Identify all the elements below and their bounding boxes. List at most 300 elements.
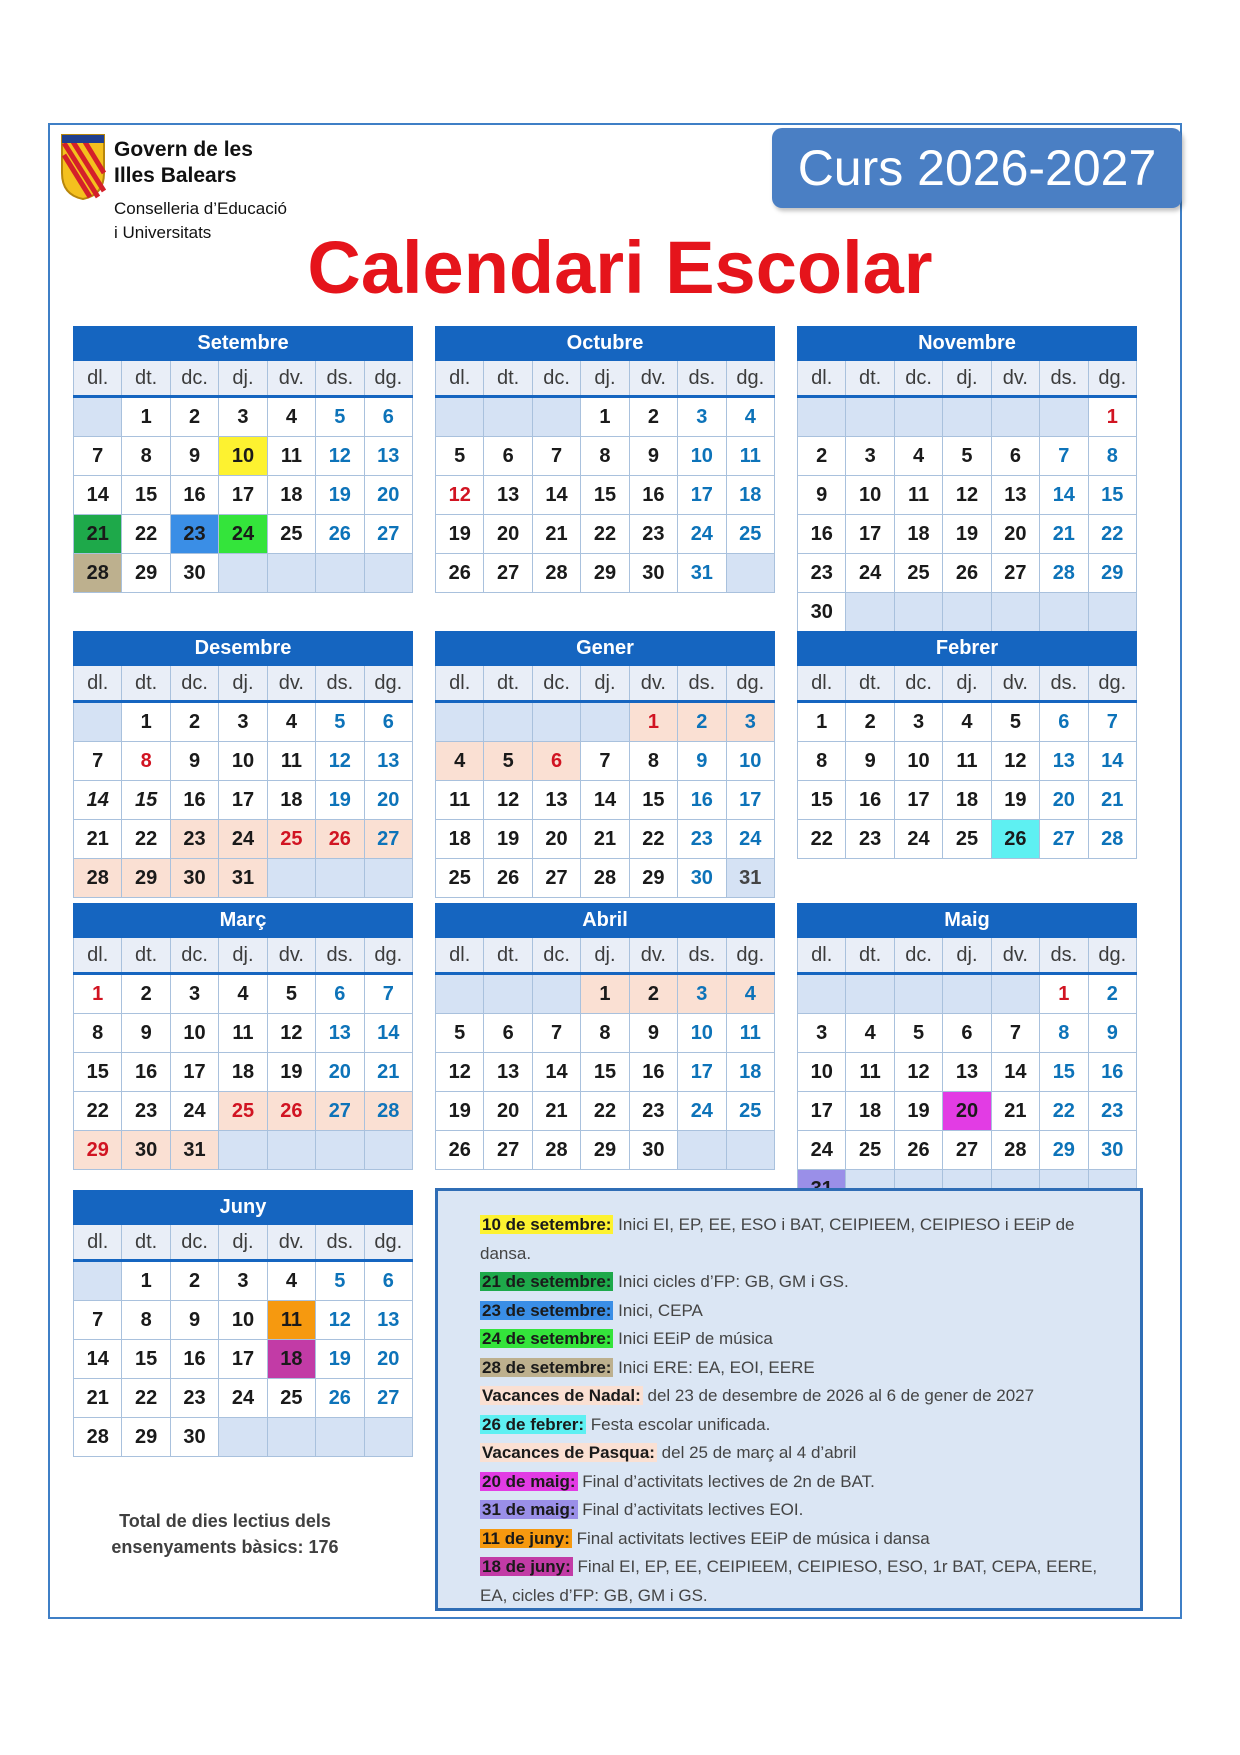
weekday-header: ds. (316, 666, 364, 702)
weekday-header: ds. (678, 938, 726, 974)
day-cell: 10 (219, 437, 267, 476)
day-cell: 21 (1040, 515, 1088, 554)
day-cell: 9 (629, 437, 677, 476)
weekday-header: dg. (1088, 938, 1136, 974)
day-cell: 6 (1040, 702, 1088, 742)
legend-key: 10 de setembre: (482, 1215, 612, 1234)
day-cell: 17 (219, 781, 267, 820)
weekday-header: dv. (991, 938, 1039, 974)
day-cell: 24 (219, 1379, 267, 1418)
day-cell: 3 (726, 702, 774, 742)
day-cell: 6 (484, 437, 532, 476)
day-cell: 17 (678, 1053, 726, 1092)
empty-day-cell (846, 974, 894, 1014)
empty-day-cell (532, 397, 580, 437)
empty-day-cell (726, 554, 774, 593)
empty-day-cell (1088, 593, 1136, 632)
department-line2: i Universitats (114, 223, 212, 242)
day-cell: 13 (364, 742, 412, 781)
total-school-days (80, 1508, 370, 1560)
month-name: Desembre (74, 632, 413, 666)
month-calendar (435, 631, 775, 898)
day-cell: 8 (629, 742, 677, 781)
total-line1: Total de dies lectius dels (119, 1511, 331, 1531)
legend-key: Vacances de Pasqua: (482, 1443, 655, 1462)
day-cell: 13 (1040, 742, 1088, 781)
empty-day-cell (484, 702, 532, 742)
month-name: Setembre (74, 327, 413, 361)
day-cell: 2 (122, 974, 170, 1014)
day-cell: 11 (267, 437, 315, 476)
empty-day-cell (316, 1418, 364, 1457)
day-cell: 4 (726, 397, 774, 437)
day-cell: 22 (74, 1092, 122, 1131)
legend-key: 20 de maig: (482, 1471, 576, 1491)
empty-day-cell (581, 702, 629, 742)
legend-item (480, 1525, 1122, 1554)
empty-day-cell (267, 859, 315, 898)
day-cell: 22 (581, 515, 629, 554)
legend-text: Final d’activitats lectives EOI. (577, 1500, 804, 1519)
day-cell: 17 (219, 1340, 267, 1379)
legend-item (480, 1382, 1122, 1411)
day-cell: 11 (943, 742, 991, 781)
day-cell: 23 (122, 1092, 170, 1131)
day-cell: 29 (122, 859, 170, 898)
day-cell: 4 (219, 974, 267, 1014)
day-cell: 16 (798, 515, 846, 554)
day-cell: 26 (894, 1131, 942, 1170)
legend-item (480, 1268, 1122, 1297)
day-cell: 18 (267, 476, 315, 515)
day-cell: 23 (1088, 1092, 1136, 1131)
empty-day-cell (532, 974, 580, 1014)
empty-day-cell (364, 1131, 412, 1170)
day-cell: 28 (581, 859, 629, 898)
day-cell: 31 (726, 859, 774, 898)
empty-day-cell (484, 397, 532, 437)
day-cell: 12 (943, 476, 991, 515)
day-cell: 24 (846, 554, 894, 593)
day-cell: 12 (894, 1053, 942, 1092)
day-cell: 6 (316, 974, 364, 1014)
weekday-header: dj. (219, 1225, 267, 1261)
day-cell: 25 (267, 820, 315, 859)
legend-item (480, 1411, 1122, 1440)
day-cell: 4 (894, 437, 942, 476)
legend-text: del 23 de desembre de 2026 al 6 de gener de 2027 (642, 1386, 1035, 1405)
day-cell: 28 (74, 859, 122, 898)
weekday-header: dg. (364, 666, 412, 702)
day-cell: 28 (991, 1131, 1039, 1170)
day-cell: 5 (943, 437, 991, 476)
weekday-header: ds. (316, 361, 364, 397)
month-calendar (73, 1190, 413, 1457)
day-cell: 5 (316, 397, 364, 437)
legend-item (480, 1297, 1122, 1326)
day-cell: 24 (678, 1092, 726, 1131)
weekday-header: dv. (267, 1225, 315, 1261)
day-cell: 16 (629, 476, 677, 515)
day-cell: 18 (726, 1053, 774, 1092)
day-cell: 21 (74, 515, 122, 554)
day-cell: 12 (316, 742, 364, 781)
day-cell: 22 (581, 1092, 629, 1131)
coat-of-arms-logo (60, 133, 106, 201)
legend-text: Festa escolar unificada. (586, 1414, 771, 1434)
empty-day-cell (74, 1261, 122, 1301)
day-cell: 12 (316, 437, 364, 476)
day-cell: 26 (316, 1379, 364, 1418)
weekday-header: dj. (581, 938, 629, 974)
day-cell: 14 (532, 476, 580, 515)
day-cell: 6 (943, 1014, 991, 1053)
weekday-header: ds. (678, 666, 726, 702)
empty-day-cell (678, 1131, 726, 1170)
day-cell: 30 (678, 859, 726, 898)
empty-day-cell (364, 859, 412, 898)
day-cell: 4 (846, 1014, 894, 1053)
empty-day-cell (798, 397, 846, 437)
month-calendar (435, 326, 775, 593)
legend-key: 21 de setembre: (482, 1272, 612, 1291)
day-cell: 30 (629, 1131, 677, 1170)
empty-day-cell (798, 974, 846, 1014)
empty-day-cell (726, 1131, 774, 1170)
day-cell: 29 (1088, 554, 1136, 593)
day-cell: 13 (316, 1014, 364, 1053)
day-cell: 26 (316, 820, 364, 859)
weekday-header: dv. (629, 361, 677, 397)
day-cell: 18 (219, 1053, 267, 1092)
legend-key: 23 de setembre: (482, 1300, 612, 1320)
day-cell: 9 (170, 437, 218, 476)
day-cell: 1 (629, 702, 677, 742)
day-cell: 14 (532, 1053, 580, 1092)
day-cell: 25 (943, 820, 991, 859)
day-cell: 12 (436, 476, 484, 515)
legend-key: 31 de maig: (482, 1500, 576, 1519)
day-cell: 11 (267, 742, 315, 781)
day-cell: 11 (436, 781, 484, 820)
day-cell: 3 (846, 437, 894, 476)
weekday-header: dt. (122, 1225, 170, 1261)
weekday-header: dc. (170, 938, 218, 974)
empty-day-cell (364, 1418, 412, 1457)
legend-key: 18 de juny: (482, 1557, 571, 1576)
day-cell: 10 (894, 742, 942, 781)
month-name: Maig (798, 904, 1137, 938)
month-calendar (797, 631, 1137, 859)
day-cell: 8 (1040, 1014, 1088, 1053)
day-cell: 2 (170, 1261, 218, 1301)
day-cell: 28 (532, 1131, 580, 1170)
day-cell: 28 (364, 1092, 412, 1131)
day-cell: 7 (74, 742, 122, 781)
day-cell: 13 (364, 437, 412, 476)
empty-day-cell (267, 1131, 315, 1170)
day-cell: 31 (678, 554, 726, 593)
day-cell: 6 (364, 702, 412, 742)
day-cell: 27 (484, 554, 532, 593)
day-cell: 29 (122, 554, 170, 593)
day-cell: 28 (1088, 820, 1136, 859)
day-cell: 31 (219, 859, 267, 898)
day-cell: 16 (170, 781, 218, 820)
empty-day-cell (74, 702, 122, 742)
day-cell: 25 (726, 1092, 774, 1131)
empty-day-cell (219, 554, 267, 593)
day-cell: 15 (122, 476, 170, 515)
day-cell: 3 (219, 1261, 267, 1301)
day-cell: 25 (846, 1131, 894, 1170)
weekday-header: dg. (364, 1225, 412, 1261)
day-cell: 2 (629, 974, 677, 1014)
day-cell: 5 (484, 742, 532, 781)
day-cell: 18 (846, 1092, 894, 1131)
day-cell: 15 (581, 476, 629, 515)
day-cell: 16 (678, 781, 726, 820)
day-cell: 21 (991, 1092, 1039, 1131)
day-cell: 15 (798, 781, 846, 820)
day-cell: 9 (170, 1301, 218, 1340)
weekday-header: dt. (846, 938, 894, 974)
weekday-header: dv. (267, 666, 315, 702)
day-cell: 25 (267, 515, 315, 554)
day-cell: 27 (484, 1131, 532, 1170)
weekday-header: dv. (629, 938, 677, 974)
legend-text: Final EI, EP, EE, CEIPIEEM, CEIPIESO, ESO, 1r BAT, CEPA, EERE, EA, cicles d’FP: GB, GM i GS. (480, 1557, 1098, 1605)
day-cell: 3 (894, 702, 942, 742)
day-cell: 10 (678, 1014, 726, 1053)
day-cell: 21 (364, 1053, 412, 1092)
weekday-header: dg. (726, 361, 774, 397)
day-cell: 20 (316, 1053, 364, 1092)
month-calendar (797, 326, 1137, 632)
day-cell: 20 (364, 476, 412, 515)
day-cell: 19 (943, 515, 991, 554)
day-cell: 6 (364, 397, 412, 437)
day-cell: 3 (678, 974, 726, 1014)
day-cell: 14 (364, 1014, 412, 1053)
day-cell: 24 (894, 820, 942, 859)
day-cell: 18 (726, 476, 774, 515)
weekday-header: dl. (798, 361, 846, 397)
legend-item (480, 1468, 1122, 1497)
day-cell: 1 (122, 1261, 170, 1301)
day-cell: 1 (1088, 397, 1136, 437)
day-cell: 19 (316, 781, 364, 820)
month-calendar (73, 326, 413, 593)
day-cell: 11 (726, 1014, 774, 1053)
day-cell: 17 (846, 515, 894, 554)
day-cell: 8 (122, 437, 170, 476)
month-calendar (797, 903, 1137, 1209)
legend-text: del 25 de març al 4 d’abril (656, 1443, 857, 1462)
day-cell: 12 (316, 1301, 364, 1340)
day-cell: 1 (122, 702, 170, 742)
day-cell: 6 (532, 742, 580, 781)
day-cell: 5 (316, 702, 364, 742)
day-cell: 1 (1040, 974, 1088, 1014)
empty-day-cell (943, 397, 991, 437)
day-cell: 26 (267, 1092, 315, 1131)
empty-day-cell (1040, 593, 1088, 632)
day-cell: 17 (798, 1092, 846, 1131)
day-cell: 5 (316, 1261, 364, 1301)
total-line2: ensenyaments bàsics: 176 (111, 1537, 339, 1557)
day-cell: 28 (532, 554, 580, 593)
day-cell: 6 (991, 437, 1039, 476)
weekday-header: dt. (122, 938, 170, 974)
month-name: Gener (436, 632, 775, 666)
weekday-header: dl. (74, 1225, 122, 1261)
day-cell: 1 (74, 974, 122, 1014)
empty-day-cell (219, 1418, 267, 1457)
day-cell: 15 (629, 781, 677, 820)
day-cell: 5 (894, 1014, 942, 1053)
day-cell: 7 (532, 1014, 580, 1053)
day-cell: 23 (678, 820, 726, 859)
day-cell: 13 (484, 476, 532, 515)
day-cell: 7 (1088, 702, 1136, 742)
day-cell: 15 (74, 1053, 122, 1092)
day-cell: 24 (170, 1092, 218, 1131)
day-cell: 29 (581, 1131, 629, 1170)
day-cell: 2 (678, 702, 726, 742)
weekday-header: dc. (894, 361, 942, 397)
day-cell: 10 (219, 742, 267, 781)
day-cell: 11 (219, 1014, 267, 1053)
day-cell: 19 (316, 476, 364, 515)
legend-item (480, 1325, 1122, 1354)
day-cell: 19 (436, 515, 484, 554)
weekday-header: dv. (991, 666, 1039, 702)
day-cell: 9 (846, 742, 894, 781)
day-cell: 3 (219, 397, 267, 437)
day-cell: 2 (629, 397, 677, 437)
weekday-header: dj. (219, 938, 267, 974)
legend-text: Inici cicles d’FP: GB, GM i GS. (613, 1272, 849, 1291)
empty-day-cell (991, 593, 1039, 632)
month-name: Novembre (798, 327, 1137, 361)
day-cell: 7 (532, 437, 580, 476)
department-line1: Conselleria d’Educació (114, 199, 287, 218)
day-cell: 21 (74, 820, 122, 859)
legend-key: 24 de setembre: (482, 1329, 612, 1348)
day-cell: 1 (581, 974, 629, 1014)
day-cell: 24 (678, 515, 726, 554)
weekday-header: dc. (532, 666, 580, 702)
day-cell: 25 (219, 1092, 267, 1131)
day-cell: 13 (364, 1301, 412, 1340)
day-cell: 4 (267, 1261, 315, 1301)
weekday-header: dj. (943, 666, 991, 702)
day-cell: 7 (74, 437, 122, 476)
weekday-header: dj. (943, 361, 991, 397)
day-cell: 10 (678, 437, 726, 476)
weekday-header: dv. (267, 938, 315, 974)
empty-day-cell (943, 593, 991, 632)
day-cell: 19 (991, 781, 1039, 820)
day-cell: 9 (170, 742, 218, 781)
day-cell: 13 (943, 1053, 991, 1092)
day-cell: 22 (122, 820, 170, 859)
day-cell: 29 (1040, 1131, 1088, 1170)
day-cell: 30 (122, 1131, 170, 1170)
weekday-header: dj. (219, 666, 267, 702)
day-cell: 15 (122, 1340, 170, 1379)
weekday-header: dt. (846, 666, 894, 702)
page-title: Calendari Escolar (307, 226, 933, 309)
day-cell: 27 (316, 1092, 364, 1131)
weekday-header: dc. (170, 361, 218, 397)
legend-item (480, 1211, 1122, 1268)
day-cell: 30 (170, 1418, 218, 1457)
day-cell: 28 (1040, 554, 1088, 593)
day-cell: 1 (122, 397, 170, 437)
day-cell: 12 (267, 1014, 315, 1053)
empty-day-cell (267, 554, 315, 593)
weekday-header: dt. (122, 666, 170, 702)
day-cell: 1 (581, 397, 629, 437)
day-cell: 8 (581, 437, 629, 476)
weekday-header: dv. (991, 361, 1039, 397)
day-cell: 16 (170, 1340, 218, 1379)
day-cell: 22 (798, 820, 846, 859)
day-cell: 7 (1040, 437, 1088, 476)
weekday-header: ds. (678, 361, 726, 397)
weekday-header: ds. (1040, 361, 1088, 397)
legend-item (480, 1354, 1122, 1383)
org-name-line2: Illes Balears (114, 164, 237, 187)
empty-day-cell (436, 397, 484, 437)
day-cell: 21 (532, 515, 580, 554)
day-cell: 20 (1040, 781, 1088, 820)
legend-item (480, 1439, 1122, 1468)
legend-text: Inici, CEPA (613, 1300, 703, 1320)
day-cell: 27 (1040, 820, 1088, 859)
weekday-header: dc. (170, 1225, 218, 1261)
day-cell: 11 (726, 437, 774, 476)
day-cell: 27 (364, 1379, 412, 1418)
weekday-header: dl. (436, 666, 484, 702)
day-cell: 4 (726, 974, 774, 1014)
month-name: Abril (436, 904, 775, 938)
day-cell: 27 (991, 554, 1039, 593)
weekday-header: dj. (219, 361, 267, 397)
weekday-header: dg. (364, 938, 412, 974)
weekday-header: ds. (316, 1225, 364, 1261)
day-cell: 4 (267, 397, 315, 437)
day-cell: 18 (267, 1340, 315, 1379)
day-cell: 9 (678, 742, 726, 781)
day-cell: 16 (629, 1053, 677, 1092)
day-cell: 20 (364, 1340, 412, 1379)
day-cell: 12 (436, 1053, 484, 1092)
day-cell: 4 (943, 702, 991, 742)
empty-day-cell (943, 974, 991, 1014)
day-cell: 8 (74, 1014, 122, 1053)
day-cell: 22 (629, 820, 677, 859)
day-cell: 8 (122, 1301, 170, 1340)
day-cell: 22 (1088, 515, 1136, 554)
day-cell: 26 (943, 554, 991, 593)
day-cell: 26 (991, 820, 1039, 859)
day-cell: 5 (436, 1014, 484, 1053)
day-cell: 9 (629, 1014, 677, 1053)
day-cell: 15 (1088, 476, 1136, 515)
